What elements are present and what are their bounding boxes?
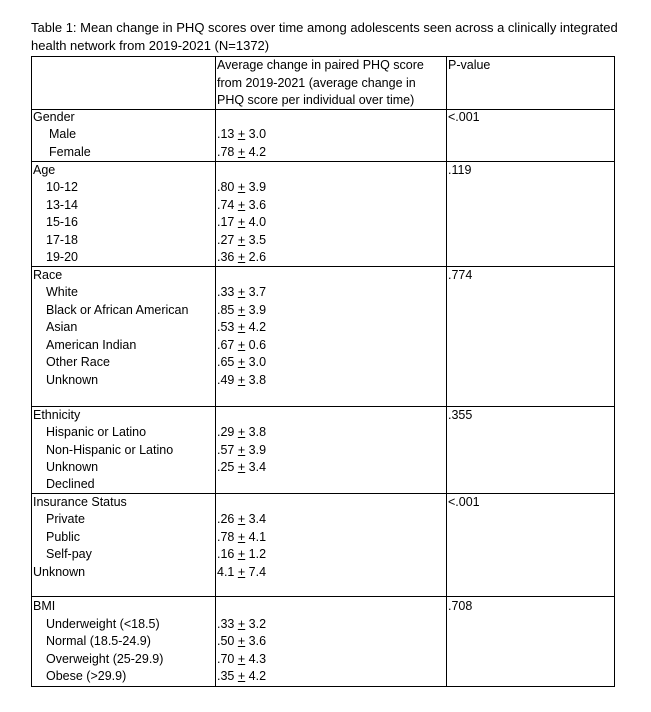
phq-table: [31, 56, 615, 687]
row-value: .16 + 1.2: [217, 547, 267, 561]
row-value: .35 + 4.2: [217, 669, 267, 683]
p-value-insurance: <.001: [448, 495, 480, 509]
section-insurance: Insurance Status: [33, 495, 127, 509]
row-label: Other Race: [46, 355, 110, 369]
row-label: Unknown: [33, 565, 86, 579]
section-ethnicity: Ethnicity: [33, 408, 81, 422]
row-label: Female: [49, 145, 91, 159]
row-value: .29 + 3.8: [217, 425, 267, 439]
row-value: .74 + 3.6: [217, 198, 267, 212]
row-label: 19-20: [46, 250, 78, 264]
row-value: .85 + 3.9: [217, 303, 267, 317]
row-value: .49 + 3.8: [217, 373, 267, 387]
section-bmi: BMI: [33, 599, 56, 613]
row-label: Public: [46, 530, 81, 544]
row-value: .33 + 3.7: [217, 285, 267, 299]
column-divider: [446, 57, 447, 686]
section-gender: Gender: [33, 110, 75, 124]
section-race: Race: [33, 268, 63, 282]
row-label: Declined: [46, 477, 95, 491]
table-caption: Table 1: Mean change in PHQ scores over time among adolescents seen across a clinically integrated health network from 2019-2021 (N=1372): [31, 20, 618, 53]
row-value: .26 + 3.4: [217, 512, 267, 526]
row-value: .53 + 4.2: [217, 320, 267, 334]
row-label: White: [46, 285, 78, 299]
row-value: .57 + 3.9: [217, 443, 267, 457]
p-value-age: .119: [448, 163, 472, 177]
row-label: 17-18: [46, 233, 78, 247]
p-value-gender: <.001: [448, 110, 480, 124]
row-label: 10-12: [46, 180, 78, 194]
row-value: .36 + 2.6: [217, 250, 267, 264]
row-value: .27 + 3.5: [217, 233, 267, 247]
column-divider: [215, 57, 216, 686]
row-value: .78 + 4.2: [217, 145, 267, 159]
row-label: American Indian: [46, 338, 137, 352]
row-value: .80 + 3.9: [217, 180, 267, 194]
row-label: 15-16: [46, 215, 78, 229]
row-value: .13 + 3.0: [217, 127, 267, 141]
row-value: .25 + 3.4: [217, 460, 267, 474]
row-label: Male: [49, 127, 77, 141]
row-label: Hispanic or Latino: [46, 425, 147, 439]
row-label: Unknown: [46, 460, 99, 474]
row-label: Private: [46, 512, 85, 526]
row-value: .70 + 4.3: [217, 652, 267, 666]
row-value: .78 + 4.1: [217, 530, 267, 544]
header-p-value: P-value: [448, 58, 491, 72]
row-divider: [32, 161, 614, 162]
p-value-race: .774: [448, 268, 473, 282]
row-value: .17 + 4.0: [217, 215, 267, 229]
header-average-change: Average change in paired PHQ score from 2019-2021 (average change in PHQ score per individual over time): [217, 58, 424, 107]
row-label: Non-Hispanic or Latino: [46, 443, 174, 457]
p-value-ethnicity: .355: [448, 408, 473, 422]
row-label: Normal (18.5-24.9): [46, 634, 151, 648]
row-value: .65 + 3.0: [217, 355, 267, 369]
row-value: 4.1 + 7.4: [217, 565, 267, 579]
row-label: 13-14: [46, 198, 78, 212]
row-value: .67 + 0.6: [217, 338, 267, 352]
row-label: Overweight (25-29.9): [46, 652, 164, 666]
section-age: Age: [33, 163, 56, 177]
row-label: Unknown: [46, 373, 99, 387]
row-value: .50 + 3.6: [217, 634, 267, 648]
p-value-bmi: .708: [448, 599, 473, 613]
row-label: Self-pay: [46, 547, 92, 561]
row-divider: [32, 596, 614, 597]
row-value: .33 + 3.2: [217, 617, 267, 631]
row-label: Obese (>29.9): [46, 669, 127, 683]
row-divider: [32, 406, 614, 407]
row-label: Underweight (<18.5): [46, 617, 160, 631]
row-label: Black or African American: [46, 303, 189, 317]
row-divider: [32, 266, 614, 267]
row-label: Asian: [46, 320, 78, 334]
